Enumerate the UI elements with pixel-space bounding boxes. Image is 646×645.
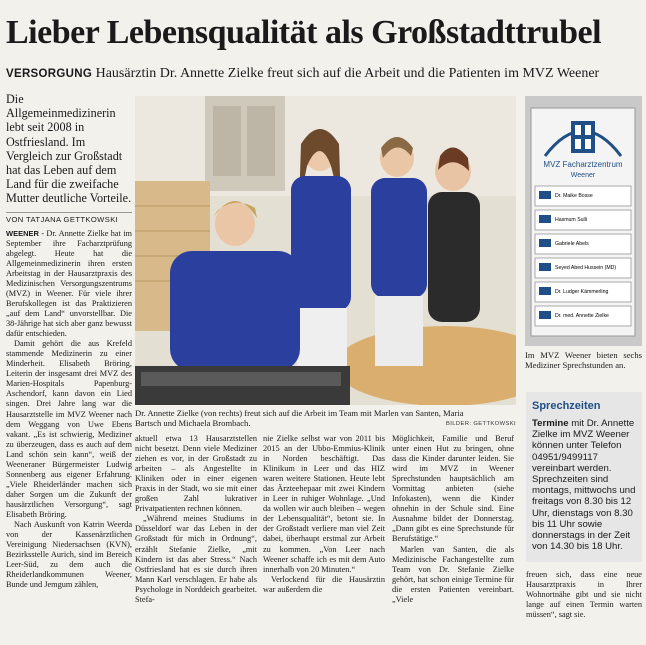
article-lead: Die Allgemeinmedizinerin lebt seit 2008 in Ostfriesland. Im Vergleich zur Großstadt hat das Leben auf dem Land für die zweifache Mutter deutliche Vorteile. <box>6 92 132 206</box>
hours-title: Sprechzeiten <box>532 400 601 412</box>
column-1 <box>6 92 132 590</box>
sign-photo-caption: Im MVZ Weener bieten sechs Mediziner Sprechstunden an. <box>525 350 642 371</box>
paragraph: Verlockend für die Hausärztin war außerdem die <box>263 574 385 594</box>
article-subline <box>6 66 599 82</box>
hours-infobox <box>526 392 642 562</box>
subline-text: Hausärztin Dr. Annette Zielke freut sich auf die Arbeit und die Patienten im MVZ Weener <box>95 66 600 81</box>
paragraph: Marlen van Santen, die als Medizinische Fachangestellte zum Team von Dr. Stefanie Zielke gehört, hat schon einige Termine für die ersten Patienten vereinbart. „Viele <box>392 544 514 604</box>
paragraph: Möglichkeit, Familie und Beruf unter einen Hut zu bringen, ohne dass die Kinder darunter leiden. Sie wird im MVZ in Weener Sprechstunden hauptsächlich am Vormittag anbieten (siehe Infokasten), wenn die Kinder ohnehin in der Schule sind. Eine Ausnahme bildet der Donnerstag. „Dann gibt es eine Sprechstunde für Berufstätige.“ <box>392 434 514 544</box>
team-photo-image <box>135 96 516 405</box>
paragraph: Damit gehört die aus Krefeld stammende Medizinerin zu einer Minderheit. Elisabeth Bröring, Leiterin der insgesamt drei MVZ des Marien-Hospitals Papenburg-Aschendorf, kann davon ein Lied singen. Drei Jahre lang war die Hausarztstelle im MVZ Weener nach dem Weggang von Uwe Ebens vakant. „Es ist schwierig, Mediziner zu überzeugen, dass es auch auf dem Land schön sein kann“, weiß der Weeneraner Bürgermeister Ludwig Sonnenberg aus eigener Erfahrung. „Viele Rheiderländer machen sich daher Sorgen um die Zukunft der hausärztlichen Versorgung“, sagt Elisabeth Bröring. <box>6 339 132 519</box>
photo-credit: BILDER: GETTKOWSKI <box>445 421 516 427</box>
section-kicker: VERSORGUNG <box>6 68 93 80</box>
paragraph: aktuell etwa 13 Hausarztstellen nicht besetzt. Denn viele Mediziner ziehen es vor, in der Großstadt zu arbeiten – als Angestellte in Kliniken oder in einer eigenen Praxis in der Stadt, wo sie mit einer großen Zahl lukrativer Privatpatienten rechnen können. <box>135 434 257 514</box>
main-photo-caption: Dr. Annette Zielke (von rechts) freut sich auf die Arbeit im Team mit Marlen van Santen, Maria Bartsch und Michaela Brombach. <box>135 408 464 429</box>
column-5 <box>526 570 642 620</box>
column-2 <box>135 434 257 605</box>
hours-lead: Termine <box>532 418 569 429</box>
hours-text <box>526 412 642 552</box>
paragraph <box>6 229 132 340</box>
paragraph: freuen sich, dass eine neue Hausarztpraxis in Ihrer Wohnortnähe gibt und sie nicht lange auf einen Termin warten müssen“, sagt sie. <box>526 570 642 620</box>
name-plate: Dr. Ludger Kämmerling <box>555 289 609 295</box>
article-headline: Lieber Lebensqualität als Großstadttrubel <box>6 14 602 51</box>
column-4 <box>392 434 514 605</box>
paragraph: Nach Auskunft von Katrin Weerda von der Kassenärztlichen Vereinigung Niedersachsen (KVN), Bezirksstelle Aurich, sind im Bereich Leer-Süd, zu dem auch die Rheiderlandkommunen Weener, Bunde und Jemgum zählen, <box>6 520 132 590</box>
paragraph-text: - Dr. Annette Zielke hat im September ihre Facharztprüfung abgelegt. Heute hat die Allgemeinmedizinerin ihren ersten Arbeitstag in der Hausarztpraxis des Medizinischen Versorgungszentrums (MVZ) in Weener. Für viele ihrer Berufskollegen ist das Praktizieren „auf dem Land“ unvorstellbar. Die 38-Jährige hat sich aber ganz bewusst dafür entschieden. <box>6 228 132 339</box>
hours-body: mit Dr. Annette Zielke im MVZ Weener können unter Telefon 04951/9499117 vereinbart werden. Sprechzeiten sind montags, mittwochs und freitags von 8.30 bis 12 Uhr, dienstags von 8.30 bis 11 Uhr sowie donnerstags in der Zeit von 14.30 bis 18 Uhr. <box>532 418 636 553</box>
sign-city: Weener <box>570 172 596 179</box>
name-plate: Dr. Maike Bosse <box>555 193 593 199</box>
name-plate: Dr. med. Annette Zielke <box>555 313 609 319</box>
paragraph: „Während meines Studiums in Düsseldorf war das Leben in der Großstadt für mich in Ordnung“, erzählt Stefanie Zielke, „mit Kindern ist das aber Stress.“ Nach Ostfriesland hat es sie durch ihren Mann Karl verschlagen. Er habe als Psychologe in Norddeich gearbeitet. Stefa- <box>135 514 257 604</box>
sign-photo <box>525 96 642 346</box>
column-3 <box>263 434 385 595</box>
byline: VON TATJANA GETTKOWSKI <box>6 212 132 225</box>
main-photo <box>135 96 516 405</box>
paragraph: nie Zielke selbst war von 2011 bis 2015 an der Ubbo-Emmius-Klinik in Norden beschäftigt. Das Klinikum in Leer und das HIZ waren weitere Stationen. Heute lebt das Ärzteehepaar mit zwei Kindern in Leer in ruhiger Wohnlage. „Und da wollen wir auch bleiben – wegen der Lebensqualität“, betont sie. In der Großstadt verliere man viel Zeit dabei, überhaupt erstmal zur Arbeit zu kommen. „Von Leer nach Weener schaffe ich es mit dem Auto innerhalb von 20 Minuten.“ <box>263 434 385 574</box>
name-plate: Hasmum Sulli <box>555 217 587 223</box>
sign-title: MVZ Facharztzentrum <box>543 160 623 169</box>
dateline: WEENER <box>6 228 39 238</box>
name-plate: Seyed Abed Hussein (MD) <box>555 265 617 271</box>
mvz-sign-image <box>525 96 642 346</box>
name-plate: Gabriele Abels <box>555 241 589 247</box>
